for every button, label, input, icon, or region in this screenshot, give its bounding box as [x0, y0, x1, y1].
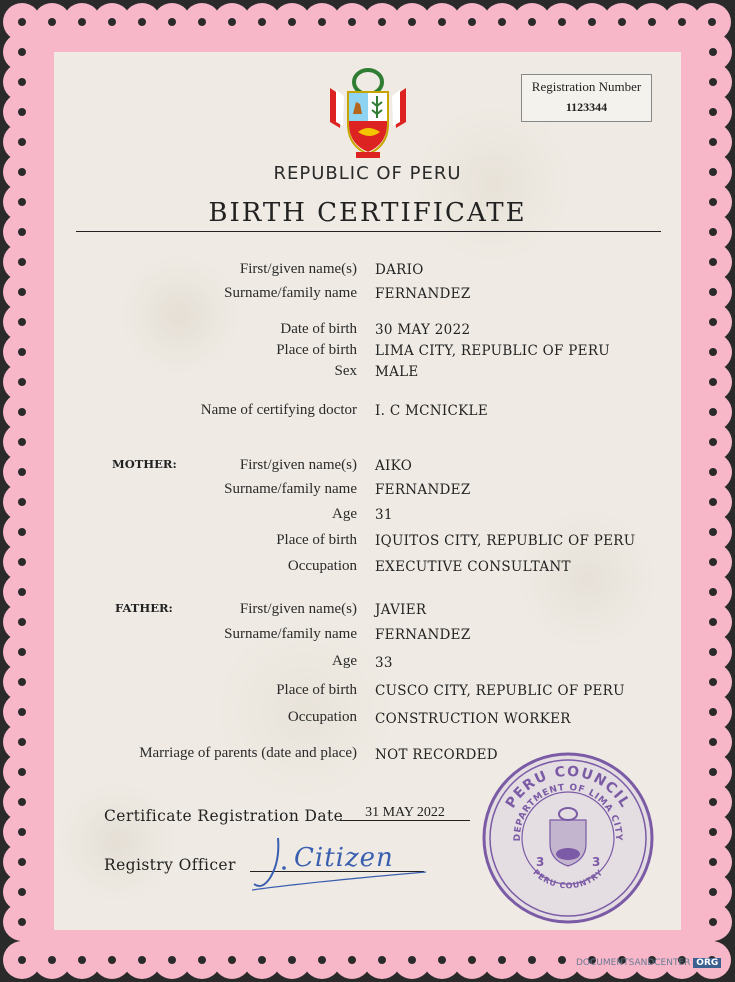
child-given-name-label: First/given name(s) [239, 261, 357, 277]
watermark [576, 958, 721, 968]
mother-occupation-label: Occupation [287, 558, 357, 574]
mother-given-name-label: First/given name(s) [239, 457, 357, 473]
child-sex-label: Sex [334, 363, 357, 379]
mother-section-label: MOTHER: [112, 457, 177, 471]
seal-top-text: PERU COUNCIL [502, 763, 634, 812]
seal-middle-text: DEPARTMENT OF LIMA CITY [512, 782, 624, 842]
officer-signature [250, 832, 430, 894]
watermark-text: DOCUMENTSANDCENTER [576, 958, 691, 968]
father-age-label: Age [332, 653, 357, 669]
father-occupation-label: Occupation [287, 709, 357, 725]
father-pob-label: Place of birth [276, 682, 357, 698]
registration-number-box [521, 74, 652, 122]
child-given-name-value: DARIO [375, 262, 424, 278]
registration-number-label: Registration Number [531, 79, 642, 94]
doctor-label: Name of certifying doctor [200, 402, 357, 418]
child-pob-label: Place of birth [276, 342, 357, 358]
mother-age-label: Age [332, 506, 357, 522]
father-age-value: 33 [375, 655, 393, 671]
registration-number-value: 1123344 [565, 100, 608, 114]
child-pob-value: LIMA CITY, REPUBLIC OF PERU [375, 343, 610, 359]
country-heading: REPUBLIC OF PERU [273, 163, 462, 184]
doctor-value: I. C MCNICKLE [375, 403, 488, 419]
father-surname-label: Surname/family name [224, 626, 357, 642]
mother-pob-value: IQUITOS CITY, REPUBLIC OF PERU [375, 533, 636, 549]
registration-date-label: Certificate Registration Date [104, 807, 344, 825]
registry-officer-label: Registry Officer [104, 856, 236, 874]
seal-right-number: 3 [592, 855, 601, 869]
child-sex-value: MALE [375, 364, 419, 380]
title-divider [76, 231, 661, 232]
mother-given-name-value: AIKO [375, 458, 413, 474]
father-section-label: FATHER: [115, 601, 173, 615]
child-dob-value: 30 MAY 2022 [375, 322, 471, 338]
watermark-badge: ORG [693, 958, 721, 968]
coat-of-arms-emblem [326, 66, 410, 162]
mother-age-value: 31 [375, 507, 393, 523]
father-given-name-label: First/given name(s) [239, 601, 357, 617]
marriage-label: Marriage of parents (date and place) [139, 745, 357, 761]
department-seal [480, 750, 656, 926]
mother-pob-label: Place of birth [276, 532, 357, 548]
mother-surname-label: Surname/family name [224, 481, 357, 497]
seal-left-number: 3 [536, 855, 545, 869]
father-surname-value: FERNANDEZ [375, 627, 471, 643]
mother-surname-value: FERNANDEZ [375, 482, 471, 498]
father-given-name-value: JAVIER [375, 602, 427, 618]
mother-occupation-value: EXECUTIVE CONSULTANT [375, 559, 571, 575]
seal-bottom-text: PERU COUNTRY [531, 867, 605, 891]
child-surname-value: FERNANDEZ [375, 286, 471, 302]
child-surname-label: Surname/family name [224, 285, 357, 301]
child-dob-label: Date of birth [280, 321, 357, 337]
certificate-title: BIRTH CERTIFICATE [208, 198, 527, 228]
svg-text:Citizen: Citizen [294, 843, 394, 873]
registration-date-line [340, 820, 470, 821]
registration-date-value: 31 MAY 2022 [365, 805, 445, 820]
marriage-value: NOT RECORDED [375, 747, 498, 763]
father-occupation-value: CONSTRUCTION WORKER [375, 711, 571, 727]
father-pob-value: CUSCO CITY, REPUBLIC OF PERU [375, 683, 625, 699]
